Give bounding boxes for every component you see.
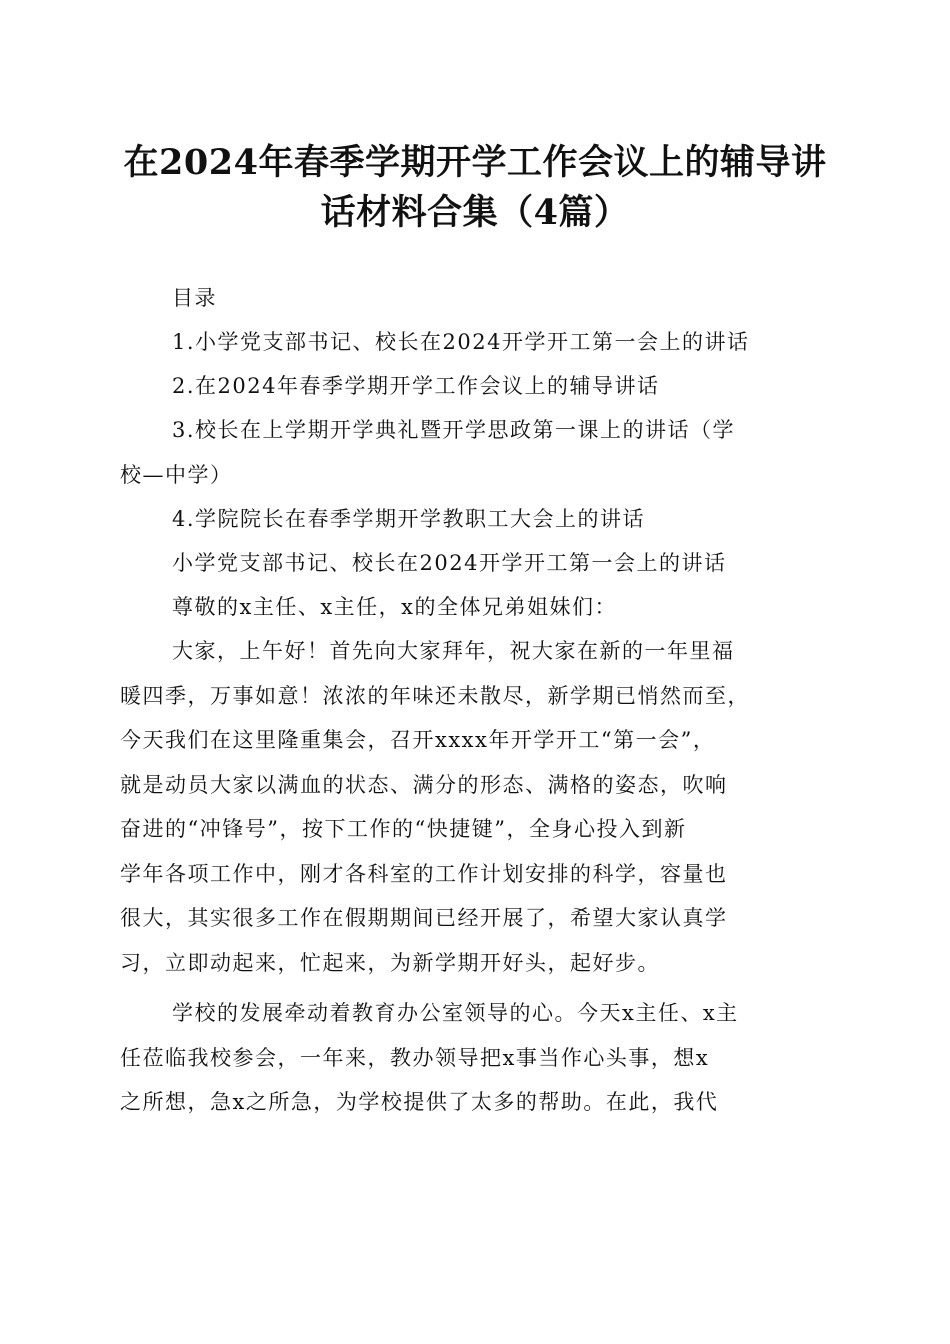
paragraph-1-line: 奋进的“冲锋号”，按下工作的“快捷键”，全身心投入到新 <box>120 817 687 841</box>
title-line-1: 在2024年春季学期开学工作会议上的辅导讲 <box>123 142 827 183</box>
title-line-2: 话材料合集（4篇） <box>320 192 630 233</box>
document-body <box>120 276 832 1125</box>
toc-item-3-line-1: 3.校长在上学期开学典礼暨开学思政第一课上的讲话（学 <box>172 418 736 442</box>
paragraph-1-line: 很大，其实很多工作在假期期间已经开展了，希望大家认真学 <box>120 906 728 930</box>
toc-item-3 <box>120 408 832 497</box>
paragraph-2-line: 学校的发展牵动着教育办公室领导的心。今天x主任、x主 <box>172 1001 739 1025</box>
toc-item-4: 4.学院院长在春季学期开学教职工大会上的讲话 <box>172 507 646 531</box>
paragraph-1-line: 大家，上午好！首先向大家拜年，祝大家在新的一年里福 <box>172 639 735 663</box>
paragraph-1-line: 习，立即动起来，忙起来，为新学期开好头，起好步。 <box>120 950 660 975</box>
section-title: 小学党支部书记、校长在2024开学开工第一会上的讲话 <box>172 551 727 575</box>
toc-item-2: 2.在2024年春季学期开学工作会议上的辅导讲话 <box>172 374 660 398</box>
paragraph-2-line: 之所想，急x之所急，为学校提供了太多的帮助。在此，我代 <box>120 1090 719 1114</box>
paragraph-2-line: 任莅临我校参会，一年来，教办领导把x事当作心头事，想x <box>120 1045 710 1070</box>
toc-heading: 目录 <box>172 286 217 310</box>
paragraph-1 <box>120 629 832 985</box>
salutation: 尊敬的x主任、x主任，x的全体兄弟姐妹们： <box>172 595 618 619</box>
toc-item-3-line-2: 校—中学） <box>120 462 233 487</box>
paragraph-1-line: 暖四季，万事如意！浓浓的年味还未散尽，新学期已悄然而至， <box>120 683 750 708</box>
paragraph-1-line: 今天我们在这里隆重集会，召开xxxx年开学开工“第一会”， <box>120 728 716 752</box>
paragraph-1-line: 学年各项工作中，刚才各科室的工作计划安排的科学，容量也 <box>120 861 728 886</box>
document-title <box>80 138 870 238</box>
paragraph-2 <box>120 991 832 1125</box>
toc-item-1: 1.小学党支部书记、校长在2024开学开工第一会上的讲话 <box>172 330 750 354</box>
paragraph-1-line: 就是动员大家以满血的状态、满分的形态、满格的姿态，吹响 <box>120 772 728 797</box>
